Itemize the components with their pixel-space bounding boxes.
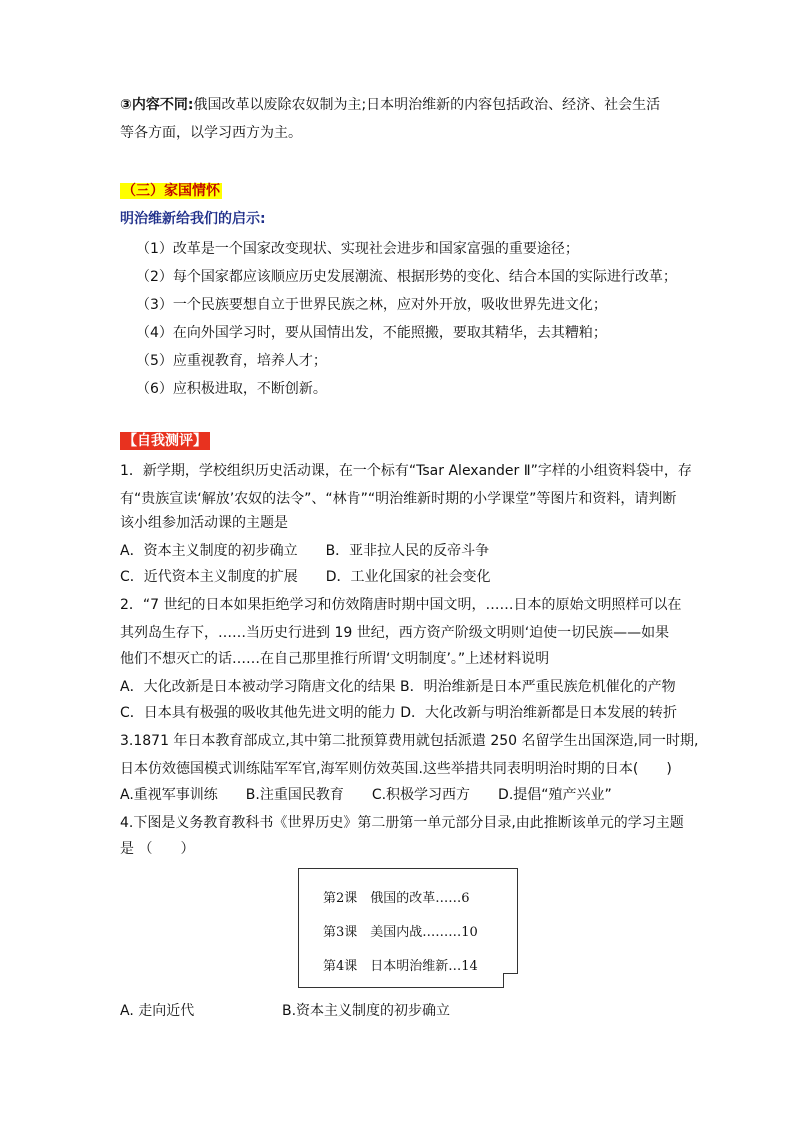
question-2-line: 2．“7 世纪的日本如果拒绝学习和仿效隋唐时期中国文明，……日本的原始文明照样可以在 [120,597,682,613]
question-1-option-line: A．资本主义制度的初步确立 B．亚非拉人民的反帝斗争 [120,543,490,559]
question-4-line: 4.下图是义务教育教科书《世界历史》第二册第一单元部分目录,由此推断该单元的学习主题 [120,815,684,831]
section-heading-row [120,180,680,202]
question-3-line: 3.1871 年日本教育部成立,其中第二批预算费用就包括派遣 250 名留学生出国深造,同一时期, [120,733,699,749]
intro-text: 俄国改革以废除农奴制为主;日本明治维新的内容包括政治、经济、社会生活 [193,97,661,113]
intro-line-1 [120,94,680,116]
section-subheading: 明治维新给我们的启示: [120,211,266,227]
inspiration-item: （6）应积极进取，不断创新。 [136,381,327,397]
contents-entry: 第3课 美国内战………10 [323,925,478,940]
question-2-line: 他们不想灭亡的话……在自己那里推行所谓‘文明制度’。”上述材料说明 [120,651,550,667]
textbook-contents-figure [298,868,518,988]
question-1-option-line: C．近代资本主义制度的扩展 D．工业化国家的社会变化 [120,569,491,585]
contents-entry: 第4课 日本明治维新…14 [323,959,478,974]
question-1-line: 有“贵族宣读‘解放’农奴的法令”、“林肯”“明治维新时期的小学课堂”等图片和资料，请判断 [120,491,677,507]
inspiration-item: （2）每个国家都应该顺应历史发展潮流、根据形势的变化、结合本国的实际进行改革； [136,269,677,285]
page-fold-corner [503,973,518,988]
inspiration-item: （5）应重视教育，培养人才； [136,353,327,369]
section-heading: （三）家国情怀 [122,183,220,199]
question-1-line: 该小组参加活动课的主题是 [120,515,288,531]
question-4-option-a: A. 走向近代 [120,1003,195,1019]
inspiration-item: （3）一个民族要想自立于世界民族之林，应对外开放，吸收世界先进文化； [136,297,607,313]
inspiration-item: （4）在向外国学习时，要从国情出发，不能照搬，要取其精华，去其糟粕； [136,325,607,341]
question-2-line: 其列岛生存下，……当历史行进到 19 世纪，西方资产阶级文明则‘迫使一切民族——如果 [120,625,670,641]
inspiration-item: （1）改革是一个国家改变现状、实现社会进步和国家富强的重要途径； [136,241,579,257]
question-2-option-line: A．大化改新是日本被动学习隋唐文化的结果 B．明治维新是日本严重民族危机催化的产物 [120,679,676,695]
question-3-option-line: A.重视军事训练 B.注重国民教育 C.积极学习西方 D.提倡“殖产兴业” [120,787,612,803]
question-1-line: 1．新学期，学校组织历史活动课，在一个标有“Tsar Alexander Ⅱ”字样的小组资料袋中，存 [120,463,692,479]
question-4-options [120,1000,680,1022]
question-4-line: 是 （ ） [120,841,195,857]
intro-label: ③内容不同: [120,97,194,113]
question-4-option-b: B.资本主义制度的初步确立 [282,1003,451,1019]
question-3-line: 日本仿效德国模式训练陆军军官,海军则仿效英国.这些举措共同表明明治时期的日本( ) [120,761,672,777]
selftest-heading-row [120,430,680,452]
selftest-heading: 【自我测评】 [120,432,210,450]
question-2-option-line: C．日本具有极强的吸收其他先进文明的能力 D．大化改新与明治维新都是日本发展的转折 [120,705,678,721]
contents-entry: 第2课 俄国的改革……6 [323,891,470,906]
intro-line-2: 等各方面，以学习西方为主。 [120,125,302,141]
